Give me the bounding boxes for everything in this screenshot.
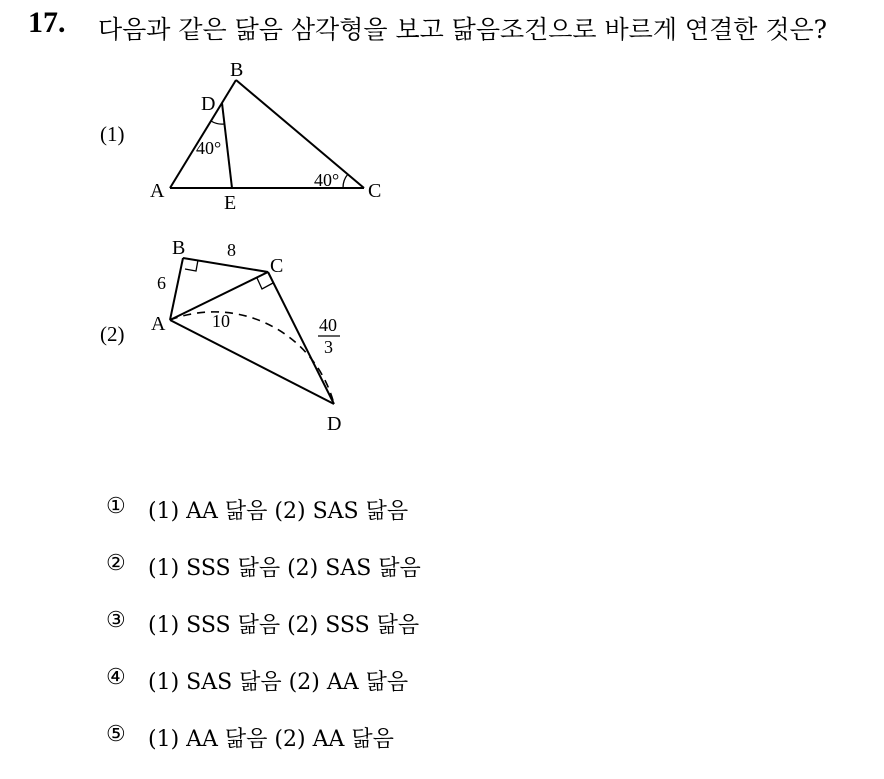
point-a-label: A [151, 313, 166, 335]
question-number: 17. [28, 6, 66, 39]
figure2-label: (2) [100, 322, 125, 346]
segment-ad [170, 320, 334, 404]
right-angle-mark-c [257, 278, 273, 289]
choice-1[interactable] [106, 494, 421, 551]
choice-5-mark: ⑤ [106, 722, 126, 747]
length-bc-label: 8 [227, 240, 236, 260]
choice-1-mark: ① [106, 494, 126, 519]
angle-d-label: 40° [196, 138, 222, 158]
choice-3-mark: ③ [106, 608, 126, 633]
point-d-label: D [201, 93, 216, 115]
choice-3[interactable] [106, 608, 421, 665]
choice-4-mark: ④ [106, 665, 126, 690]
choice-5[interactable] [106, 722, 421, 779]
right-angle-mark-b [185, 260, 198, 271]
angle-c-label: 40° [314, 170, 340, 190]
point-a-label: A [150, 180, 165, 202]
length-cd-numerator: 40 [319, 315, 337, 335]
point-d-label: D [327, 413, 342, 435]
point-c-label: C [270, 255, 284, 277]
choice-2[interactable] [106, 551, 421, 608]
point-c-label: C [368, 180, 382, 202]
point-e-label: E [224, 192, 237, 214]
length-ac-label: 10 [212, 311, 230, 331]
choice-2-text: (1) SSS 닮음 (2) SAS 닮음 [148, 556, 421, 581]
choice-3-text: (1) SSS 닮음 (2) SSS 닮음 [148, 613, 420, 638]
choice-4-text: (1) SAS 닮음 (2) AA 닮음 [148, 670, 409, 695]
segment-ab [170, 258, 183, 320]
length-cd-denominator: 3 [324, 337, 333, 357]
dashed-circle-arc [170, 312, 334, 404]
choice-2-mark: ② [106, 551, 126, 576]
figure1-label: (1) [100, 122, 125, 146]
answer-choices [106, 494, 421, 779]
point-b-label: B [172, 237, 186, 259]
point-b-label: B [230, 59, 244, 81]
length-ab-label: 6 [157, 273, 166, 293]
choice-1-text: (1) AA 닮음 (2) SAS 닮음 [148, 499, 409, 524]
question-text: 다음과 같은 닮음 삼각형을 보고 닮음조건으로 바르게 연결한 것은? [98, 15, 828, 44]
choice-5-text: (1) AA 닮음 (2) AA 닮음 [148, 727, 394, 752]
choice-4[interactable] [106, 665, 421, 722]
